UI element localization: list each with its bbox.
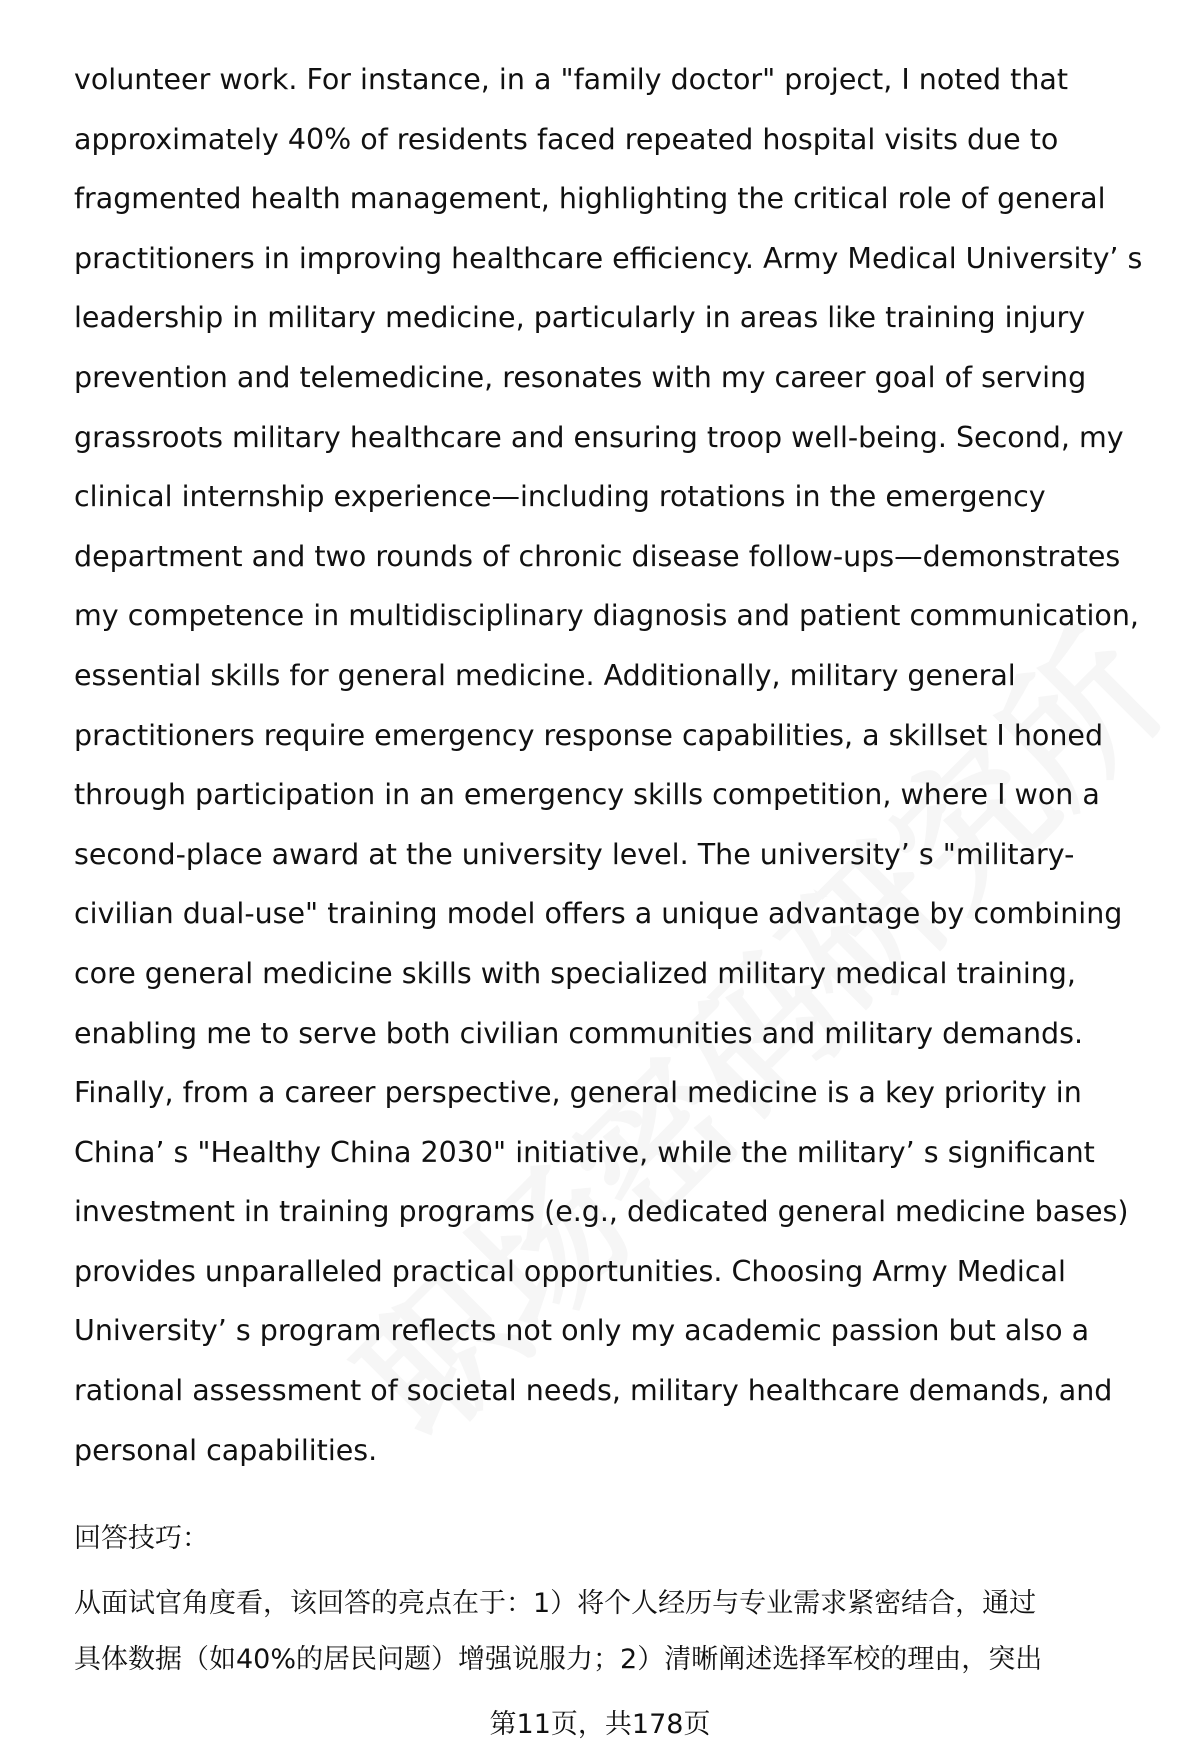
body-line: provides unparalleled practical opportunities. Choosing Army Medical [74,1254,1066,1288]
body-line: approximately 40% of residents faced repeated hospital visits due to [74,122,1059,156]
body-line: Finally, from a career perspective, general medicine is a key priority in [74,1076,1082,1110]
body-line: my competence in multidisciplinary diagnosis and patient communication, [74,599,1139,633]
body-line: clinical internship experience—including rotations in the emergency [74,480,1046,514]
body-line: essential skills for general medicine. Additionally, military general [74,658,1016,692]
body-line: China’ s "Healthy China 2030" initiative, while the military’ s significant [74,1135,1095,1169]
body-line: practitioners require emergency response capabilities, a skillset I honed [74,718,1104,752]
body-line: rational assessment of societal needs, military healthcare demands, and [74,1374,1113,1408]
body-line: practitioners in improving healthcare efficiency. Army Medical University’ s [74,241,1143,275]
tips-paragraph [74,1576,1164,1688]
body-line: prevention and telemedicine, resonates with my career goal of serving [74,360,1087,394]
tips-line: 具体数据（如40%的居民问题）增强说服力；2）清晰阐述选择军校的理由，突出 [74,1644,1043,1675]
body-line: volunteer work. For instance, in a "family doctor" project, I noted that [74,63,1069,96]
body-line: investment in training programs (e.g., dedicated general medicine bases) [74,1195,1129,1229]
body-line: fragmented health management, highlighting the critical role of general [74,182,1106,216]
body-line: through participation in an emergency skills competition, where I won a [74,778,1100,812]
body-line: grassroots military healthcare and ensuring troop well-being. Second, my [74,420,1124,454]
page-number: 第11页，共178页 [489,1709,711,1740]
body-line: core general medicine skills with specialized military medical training, [74,956,1076,990]
body-line: personal capabilities. [74,1433,378,1467]
body-line: department and two rounds of chronic disease follow-ups—demonstrates [74,539,1121,573]
body-line: leadership in military medicine, particularly in areas like training injury [74,301,1086,335]
body-line: enabling me to serve both civilian communities and military demands. [74,1016,1084,1050]
body-paragraph [74,50,1154,1480]
body-line: second-place award at the university level. The university’ s "military- [74,837,1075,871]
body-line: University’ s program reflects not only my academic passion but also a [74,1314,1090,1348]
tips-line: 从面试官角度看，该回答的亮点在于：1）将个人经历与专业需求紧密结合，通过 [74,1588,1037,1619]
tips-heading: 回答技巧： [74,1523,209,1554]
body-line: civilian dual-use" training model offers a unique advantage by combining [74,897,1123,931]
